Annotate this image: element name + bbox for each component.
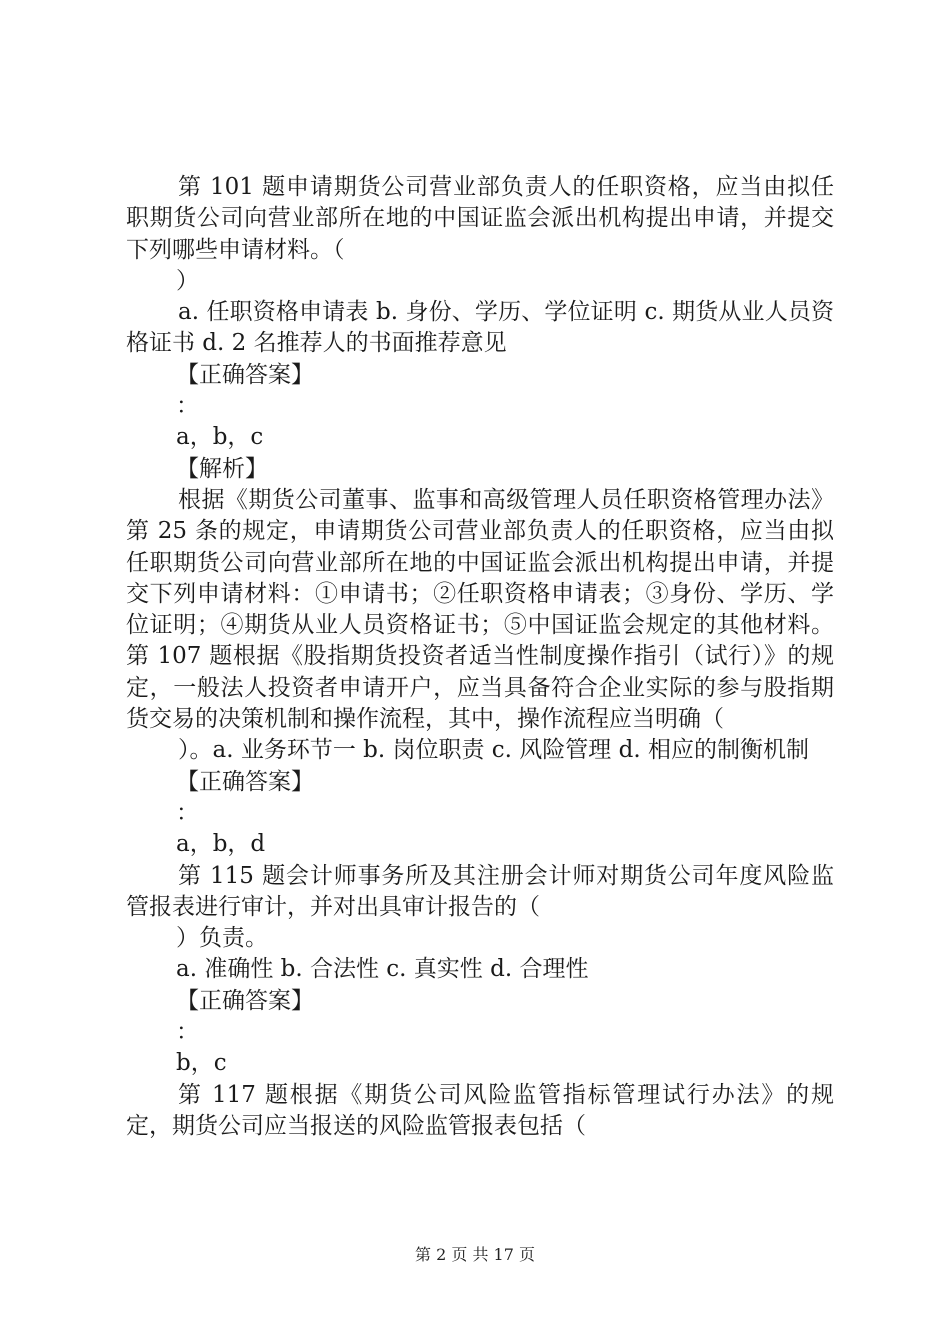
question-101-analysis-label: 【解析】 xyxy=(176,455,268,482)
question-101-options: a. 任职资格申请表 b. 身份、学历、学位证明 c. 期货从业人员资格证书 d. 2 名推荐人的书面推荐意见 xyxy=(126,299,834,357)
question-101-answer-label: 【正确答案】 xyxy=(176,361,314,388)
question-115-stem: 第 115 题会计师事务所及其注册会计师对期货公司年度风险监管报表进行审计，并对出具审计报告的（ xyxy=(126,862,834,920)
question-107-answer: a，b，d xyxy=(176,831,266,858)
question-101-answer: a，b，c xyxy=(176,424,264,451)
page-number-footer: 第 2 页 共 17 页 xyxy=(415,1245,535,1264)
question-115-options: a. 准确性 b. 合法性 c. 真实性 d. 合理性 xyxy=(176,956,589,983)
question-101-blank-close: ） xyxy=(176,267,199,294)
question-101-analysis-text: 根据《期货公司董事、监事和高级管理人员任职资格管理办法》第 25 条的规定，申请期货公司营业部负责人的任职资格，应当由拟任职期货公司向营业部所在地的中国证监会派出机构提出申请，并提交下列申请材料：①申请书；②任职资格申请表；③身份、学历、学位证明；④期货从业人员资格证书；⑤中国证监会规定的其他材料。第 107 题根据《股指期货投资者适当性制度操作指引（试行）》的规定，一般法人投资者申请开户，应当具备符合企业实际的参与股指期货交易的决策机制和操作流程，其中，操作流程应当明确（ xyxy=(126,486,834,733)
question-107-answer-colon: ： xyxy=(176,799,199,826)
question-101-stem: 第 101 题申请期货公司营业部负责人的任职资格，应当由拟任职期货公司向营业部所在地的中国证监会派出机构提出申请，并提交下列哪些申请材料。（ xyxy=(126,174,834,263)
question-101-answer-colon: ： xyxy=(176,393,199,420)
question-115-answer-colon: ： xyxy=(176,1019,199,1046)
question-115-answer-label: 【正确答案】 xyxy=(176,987,314,1014)
question-107-options: ）。a. 业务环节一 b. 岗位职责 c. 风险管理 d. 相应的制衡机制 xyxy=(178,737,809,764)
question-117-stem: 第 117 题根据《期货公司风险监管指标管理试行办法》的规定，期货公司应当报送的风险监管报表包括（ xyxy=(126,1081,834,1139)
question-115-blank-close: ）负责。 xyxy=(176,925,268,952)
document-body xyxy=(126,172,834,1142)
question-115-answer: b，c xyxy=(176,1050,227,1077)
question-107-answer-label: 【正确答案】 xyxy=(176,768,314,795)
